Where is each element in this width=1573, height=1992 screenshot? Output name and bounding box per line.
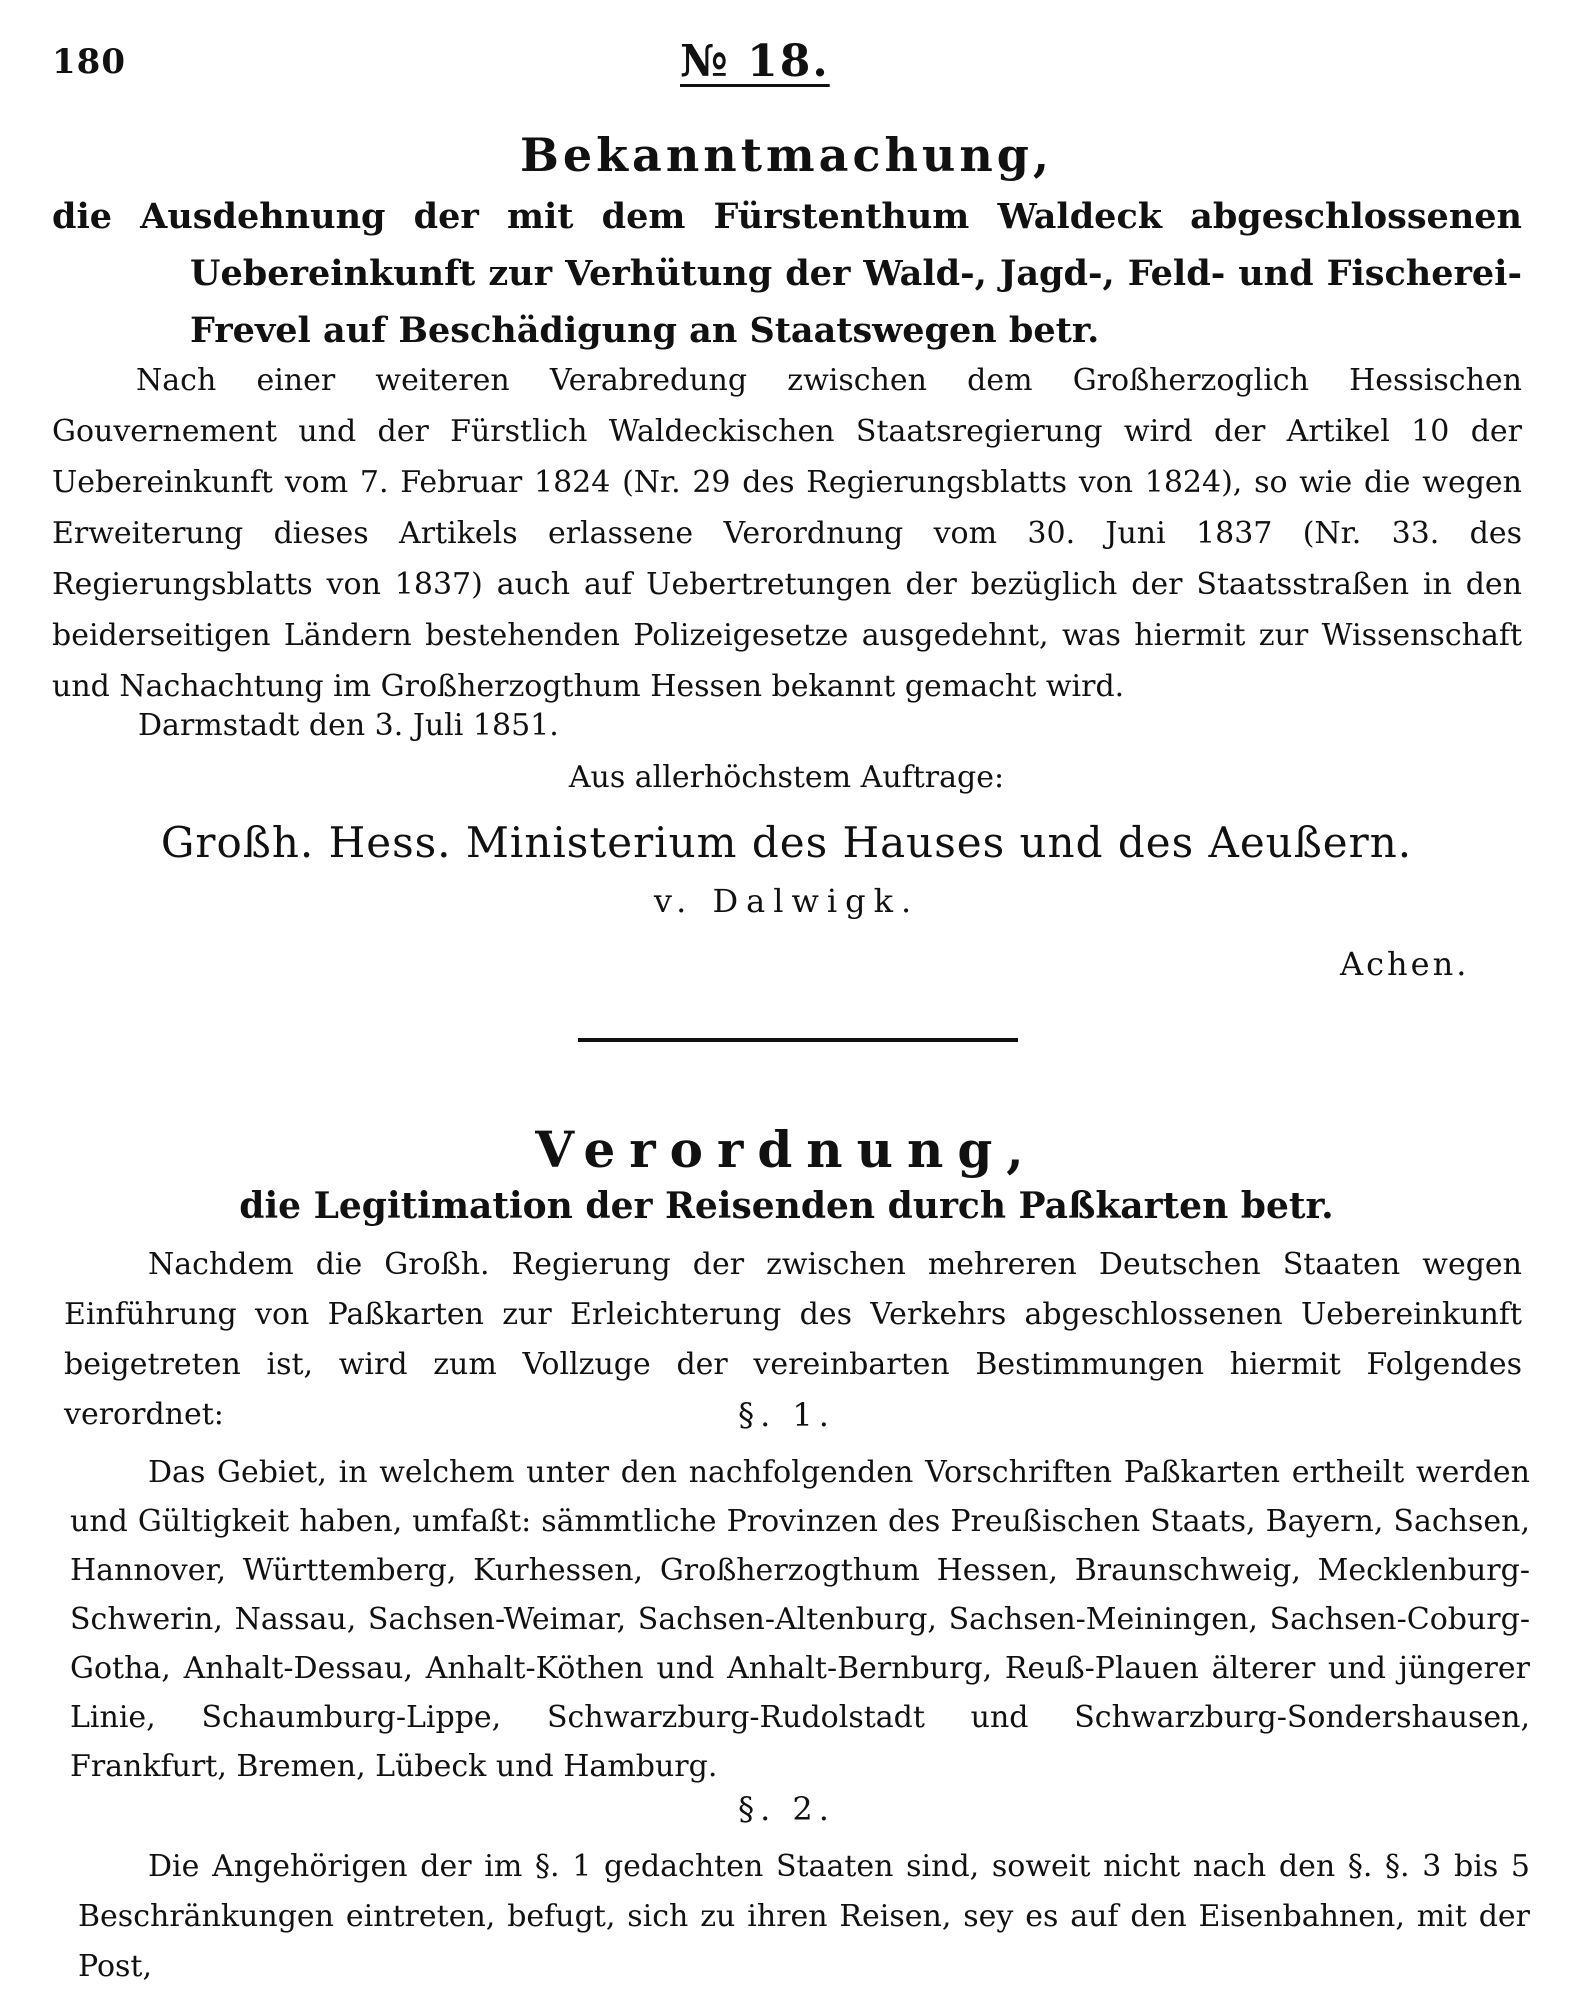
authority-line: Aus allerhöchstem Auftrage: <box>568 760 1005 795</box>
paragraph-2-heading: §. 2. <box>738 1790 835 1828</box>
page-number: 180 <box>52 42 126 82</box>
paragraph-1-body: Das Gebiet, in welchem unter den nachfolgenden Vorschriften Paßkarten ertheilt werden und Gültigkeit haben, umfaßt: sämmtliche Provinzen des Preußischen Staats, Bayern, Sachsen, Hannover, Württemberg, Kurhessen, Großherzogthum Hessen, Braunschweig, Mecklenburg-Schwerin, Nassau, Sachsen-Weimar, Sachsen-Altenburg, Sachsen-Meiningen, Sachsen-Coburg-Gotha, Anhalt-Dessau, Anhalt-Köthen und Anhalt-Bernburg, Reuß-Plauen älterer und jüngerer Linie, Schaumburg-Lippe, Schwarzburg-Rudolstadt und Schwarzburg-Sondershausen, Frankfurt, Bremen, Lübeck und Hamburg. <box>70 1455 1530 1784</box>
paragraph-2-body: Die Angehörigen der im §. 1 gedachten Staaten sind, soweit nicht nach den §. §. 3 bis 5 Beschränkungen eintreten, befugt, sich zu ihren Reisen, sey es auf den Eisenbahnen, mit der Post, <box>78 1849 1530 1984</box>
ordinance-subtitle: die Legitimation der Reisenden durch Paßkarten betr. <box>239 1185 1334 1227</box>
ordinance-intro: Nachdem die Großh. Regierung der zwischen mehreren Deutschen Staaten wegen Einführung von Paßkarten zur Erleichterung des Verkehrs abgeschlossenen Uebereinkunft beigetreten ist, wird zum Vollzuge der vereinbarten Bestimmungen hiermit Folgendes verordnet: <box>64 1247 1522 1432</box>
countersign-name: Achen. <box>1340 945 1470 983</box>
announcement-subtitle: die Ausdehnung der mit dem Fürstenthum Waldeck abgeschlossenen Uebereinkunft zur Verhütung der Wald-, Jagd-, Feld- und Fischerei-Frevel auf Beschädigung an Staatswegen betr. <box>52 196 1522 351</box>
section-divider <box>578 1038 1018 1042</box>
paragraph-1-heading: §. 1. <box>738 1396 835 1434</box>
issue-number: № 18. <box>680 36 830 87</box>
signer-name: v. Dalwigk. <box>653 882 920 920</box>
announcement-body: Nach einer weiteren Verabredung zwischen dem Großherzoglich Hessischen Gouvernement und der Fürstlich Waldeckischen Staatsregierung wird der Artikel 10 der Uebereinkunft vom 7. Februar 1824 (Nr. 29 des Regierungsblatts von 1824), so wie die wegen Erweiterung dieses Artikels erlassene Verordnung vom 30. Juni 1837 (Nr. 33. des Regierungsblatts von 1837) auch auf Uebertretungen der bezüglich der Staatsstraßen in den beiderseitigen Ländern bestehenden Polizeigesetze ausgedehnt, was hiermit zur Wissenschaft und Nachachtung im Großherzogthum Hessen bekannt gemacht wird. <box>52 363 1522 704</box>
ordinance-title: Verordnung, <box>535 1120 1038 1179</box>
ministry-name: Großh. Hess. Ministerium des Hauses und des Aeußern. <box>160 818 1413 867</box>
announcement-date: Darmstadt den 3. Juli 1851. <box>138 708 559 743</box>
announcement-title: Bekanntmachung, <box>520 128 1053 182</box>
